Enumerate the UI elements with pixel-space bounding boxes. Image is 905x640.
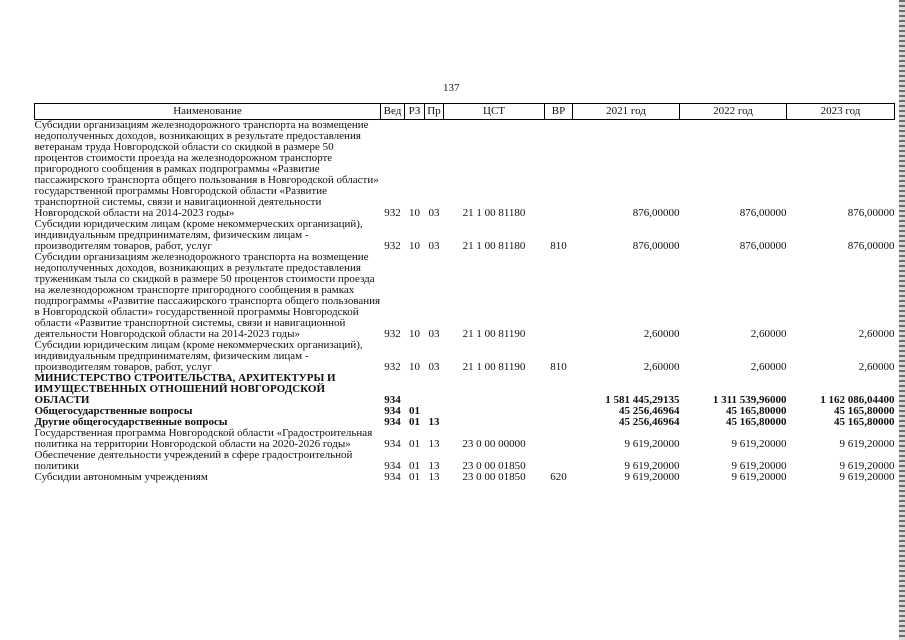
header-pr: Пр: [425, 104, 444, 120]
row-ved: 934: [384, 405, 401, 417]
row-ved: 934: [384, 460, 401, 472]
row-rz: 01: [409, 438, 420, 450]
row-2023: 9 619,20000: [839, 471, 895, 483]
header-2023: 2023 год: [787, 104, 895, 120]
row-2021: 9 619,20000: [624, 438, 680, 450]
table-header-row: [35, 104, 895, 120]
header-name: Наименование: [35, 104, 381, 120]
row-name: МИНИСТЕРСТВО СТРОИТЕЛЬСТВА, АРХИТЕКТУРЫ И ИМУЩЕСТВЕННЫХ ОТНОШЕНИЙ НОВГОРОДСКОЙ ОБЛАСТИ: [34, 372, 336, 406]
row-cst: 23 0 00 01850: [462, 471, 526, 483]
row-pr: 13: [428, 438, 440, 450]
page-number: 137: [443, 82, 460, 94]
row-rz: 10: [409, 361, 420, 373]
row-pr: 13: [428, 416, 440, 428]
table-row: [35, 428, 895, 450]
table-row: [35, 252, 895, 340]
row-cst: 21 1 00 81180: [462, 240, 526, 252]
row-2022: 2,60000: [750, 328, 787, 340]
row-2023: 876,00000: [847, 207, 895, 219]
row-pr: 03: [428, 328, 440, 340]
header-rz: РЗ: [405, 104, 425, 120]
row-rz: [405, 373, 425, 406]
row-vr: [545, 406, 573, 417]
row-pr: 13: [428, 471, 440, 483]
row-cst: 23 0 00 00000: [462, 438, 526, 450]
row-vr: [545, 120, 573, 220]
header-cst: ЦСТ: [444, 104, 545, 120]
header-ved: Вед: [381, 104, 405, 120]
row-2021: 45 256,46964: [619, 416, 680, 428]
row-name: Государственная программа Новгородской области «Градостроительная политика на территории Новгородской области на 2020-2026 годы»: [34, 427, 373, 450]
row-2021: 45 256,46964: [619, 405, 680, 417]
row-vr: 810: [550, 240, 567, 252]
row-name: Обеспечение деятельности учреждений в сфере градостроительной политики: [34, 449, 353, 472]
row-pr: [425, 373, 444, 406]
row-ved: 934: [384, 471, 401, 483]
row-2021: 1 581 445,29135: [605, 394, 680, 406]
row-ved: 932: [384, 361, 401, 373]
row-name: Общегосударственные вопросы: [34, 405, 193, 417]
row-cst: [444, 373, 545, 406]
row-2023: 2,60000: [858, 361, 895, 373]
scan-edge-artifact: [899, 0, 905, 640]
row-vr: [545, 450, 573, 472]
table-row: [35, 373, 895, 406]
budget-table: [34, 103, 895, 483]
row-ved: 932: [384, 240, 401, 252]
row-rz: 01: [409, 460, 420, 472]
row-ved: 934: [384, 438, 401, 450]
row-2023: 1 162 086,04400: [820, 394, 895, 406]
header-vr: ВР: [545, 104, 573, 120]
row-name: Субсидии юридическим лицам (кроме некоммерческих организаций), индивидуальным предпринимателям, физическим лицам - производителям товаров, работ, услуг: [34, 218, 363, 252]
row-2023: 9 619,20000: [839, 460, 895, 472]
row-name: Другие общегосударственные вопросы: [34, 416, 228, 428]
row-2021: 9 619,20000: [624, 460, 680, 472]
row-vr: [545, 373, 573, 406]
header-2022: 2022 год: [680, 104, 787, 120]
row-2022: 876,00000: [739, 207, 787, 219]
row-rz: 01: [409, 471, 420, 483]
row-2022: 2,60000: [750, 361, 787, 373]
row-vr: 810: [550, 361, 567, 373]
row-2021: 2,60000: [643, 361, 680, 373]
row-cst: 21 1 00 81190: [462, 328, 526, 340]
row-2023: 45 165,80000: [834, 416, 895, 428]
row-rz: 01: [409, 405, 420, 417]
row-2022: 9 619,20000: [731, 438, 787, 450]
row-pr: 03: [428, 361, 440, 373]
row-ved: 934: [384, 394, 401, 406]
row-2023: 45 165,80000: [834, 405, 895, 417]
table-row: [35, 472, 895, 483]
row-2021: 876,00000: [632, 240, 680, 252]
row-2022: 9 619,20000: [731, 460, 787, 472]
row-name: Субсидии юридическим лицам (кроме некоммерческих организаций), индивидуальным предпринимателям, физическим лицам - производителям товаров, работ, услуг: [34, 339, 363, 373]
row-2021: 2,60000: [643, 328, 680, 340]
row-cst: [444, 417, 545, 428]
row-2022: 45 165,80000: [726, 416, 787, 428]
row-2023: 9 619,20000: [839, 438, 895, 450]
row-cst: [444, 406, 545, 417]
row-2022: 9 619,20000: [731, 471, 787, 483]
row-cst: 23 0 00 01850: [462, 460, 526, 472]
row-2023: 876,00000: [847, 240, 895, 252]
row-2022: 1 311 539,96000: [712, 394, 787, 406]
table-row: [35, 450, 895, 472]
row-cst: 21 1 00 81180: [462, 207, 526, 219]
row-vr: 620: [550, 471, 567, 483]
row-2022: 876,00000: [739, 240, 787, 252]
row-ved: 932: [384, 328, 401, 340]
row-vr: [545, 417, 573, 428]
row-2021: 876,00000: [632, 207, 680, 219]
row-cst: 21 1 00 81190: [462, 361, 526, 373]
row-name: Субсидии организациям железнодорожного транспорта на возмещение недополученных доходов, возникающих в результате предоставления труженикам тыла со скидкой в размере 50 процентов стоимости проезда на железнодорожном транспорте пригородного сообщения в рамках подпрограммы «Развитие пассажирского транспорта общего пользования в Новгородской области» государственной программы Новгородской области «Развитие транспортной системы, связи и навигационной деятельности Новгородской области на 2014-2023 годы»: [34, 251, 381, 340]
row-2023: 2,60000: [858, 328, 895, 340]
row-name: Субсидии автономным учреждениям: [34, 471, 208, 483]
row-vr: [545, 428, 573, 450]
row-rz: 10: [409, 207, 420, 219]
row-pr: 13: [428, 460, 440, 472]
row-2022: 45 165,80000: [726, 405, 787, 417]
row-name: Субсидии организациям железнодорожного транспорта на возмещение недополученных доходов, возникающих в результате предоставления ветеранам труда Новгородской области со скидкой в размере 50 процентов стоимости проезда на железнодорожном транспорте пригородного сообщения в рамках подпрограммы «Развитие пассажирского транспорта общего пользования в Новгородской области» государственной программы Новгородской области «Развитие транспортной системы, связи и навигационной деятельности Новгородской области на 2014-2023 годы»: [34, 119, 379, 219]
row-rz: 10: [409, 328, 420, 340]
row-vr: [545, 252, 573, 340]
header-2021: 2021 год: [573, 104, 680, 120]
row-pr: 03: [428, 207, 440, 219]
table-row: [35, 340, 895, 373]
row-ved: 932: [384, 207, 401, 219]
row-pr: 03: [428, 240, 440, 252]
row-2021: 9 619,20000: [624, 471, 680, 483]
row-ved: 934: [384, 416, 401, 428]
row-rz: 10: [409, 240, 420, 252]
table-row: [35, 120, 895, 220]
table-row: [35, 219, 895, 252]
row-rz: 01: [409, 416, 420, 428]
